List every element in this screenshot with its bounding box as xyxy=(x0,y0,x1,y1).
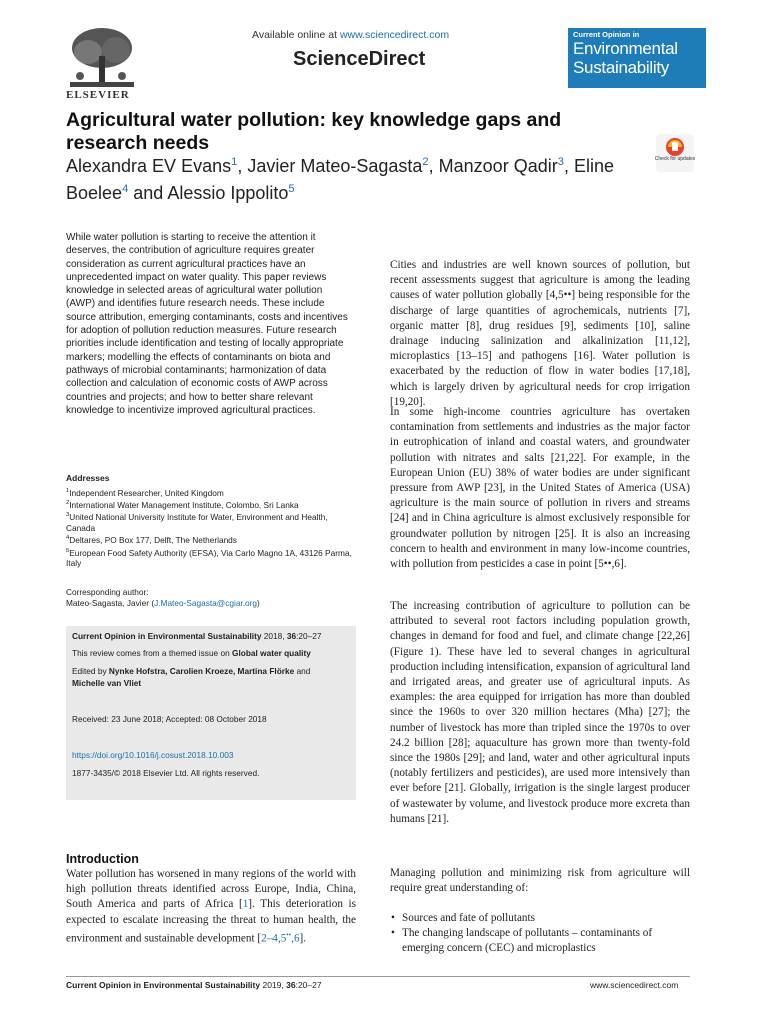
journal-banner-line2: Sustainability xyxy=(573,58,669,77)
themed-issue-line xyxy=(72,648,352,660)
journal-banner-top: Current Opinion in xyxy=(573,30,640,39)
themed-issue-prefix: This review comes from a themed issue on xyxy=(72,648,233,658)
address-item xyxy=(66,498,356,510)
copyright: 1877-3435/© 2018 Elsevier Ltd. All rights reserved. xyxy=(72,768,260,778)
footer-journal: Current Opinion in Environmental Sustainability xyxy=(66,980,261,990)
address-item xyxy=(66,533,356,545)
ref-link[interactable]: 1 xyxy=(242,898,249,911)
received-accepted: Received: 23 June 2018; Accepted: 08 October 2018 xyxy=(72,714,267,724)
address-number: 4 xyxy=(66,535,70,542)
author-name: Alexandra EV Evans xyxy=(66,156,232,176)
author-name: Eline Boelee xyxy=(66,156,614,203)
ref-link[interactable]: ,6 xyxy=(291,932,300,945)
addresses xyxy=(66,473,356,569)
doi-link[interactable]: https://doi.org/10.1016/j.cosust.2018.10.003 xyxy=(72,750,234,760)
footer-volume: 36 xyxy=(286,980,296,990)
address-text: Independent Researcher, United Kingdom xyxy=(69,487,224,498)
corresponding-close: ) xyxy=(257,598,260,608)
intro-text-b: ]. This deterioration is expected to escalate increasing the threat to human health, the environment and sustainable development [ xyxy=(66,898,356,945)
intro-text-c: ]. xyxy=(299,932,307,945)
address-number: 2 xyxy=(66,499,70,506)
bullet-item: • The changing landscape of pollutants – contaminants of emerging concern (CEC) and microplastics xyxy=(390,926,690,956)
address-number: 1 xyxy=(66,487,70,494)
address-text: European Food Safety Authority (EFSA), Via Carlo Magno 1A, 43126 Parma, Italy xyxy=(66,547,352,568)
sciencedirect-wordmark: ScienceDirect xyxy=(293,48,426,70)
check-for-updates-label: Check for updates xyxy=(654,156,696,162)
editors-names: Nynke Hofstra, Carolien Kroeze, Martina Flörke xyxy=(108,666,295,676)
citation-line xyxy=(72,631,352,643)
doi-line xyxy=(72,750,352,762)
footer-year: 2019, xyxy=(260,980,287,990)
author-list xyxy=(66,151,656,205)
themed-issue-name: Global water quality xyxy=(232,648,311,658)
journal-banner-line1: Environmental xyxy=(573,39,678,58)
corresponding-label: Corresponding author: xyxy=(66,587,149,597)
article-info-box xyxy=(66,626,356,800)
footer-citation xyxy=(66,980,322,990)
body-paragraph-1: Cities and industries are well known sources of pollution, but recent assessments suggest that agriculture is among the leading causes of water pollution globally [4,5••] being responsible for the discharge of large quantities of agrochemicals, nutrients [7], organic matter [8], drug residues [9], sediments [10], saline drainage inducing salinization and alkalinization [11,12], microplastics [13–15] and pathogens [16]. Water pollution is exacerbated by the reduction of flow in water bodies [17,18], which is largely driven by agricultural needs for crop irrigation [19,20]. xyxy=(390,259,690,408)
address-number: 5 xyxy=(66,547,70,554)
author-affiliation[interactable]: 1 xyxy=(231,156,238,168)
author-separator: , xyxy=(428,156,439,176)
corresponding-name: Mateo-Sagasta, Javier ( xyxy=(66,598,155,608)
intro-text-a: Water pollution has worsened in many regions of the world with high pollution threats identified across Europe, India, China, South America and parts of Africa [ xyxy=(66,868,356,911)
article-title: Agricultural water pollution: key knowledge gaps and research needs xyxy=(66,109,562,154)
author-affiliation[interactable]: 2 xyxy=(422,156,429,168)
author-separator: , xyxy=(563,156,574,176)
introduction-paragraph xyxy=(66,867,356,947)
address-text: International Water Management Institute, Colombo, Sri Lanka xyxy=(69,499,299,510)
author-affiliation[interactable]: 4 xyxy=(122,183,129,195)
bullet-list xyxy=(390,911,690,957)
elsevier-tree-logo xyxy=(66,26,138,92)
footer-pages: :20–27 xyxy=(295,980,322,990)
citation-year: 2018, xyxy=(261,631,287,641)
addresses-heading: Addresses xyxy=(66,473,110,483)
address-text: Deltares, PO Box 177, Delft, The Netherlands xyxy=(69,535,237,546)
citation-volume: 36 xyxy=(286,631,297,641)
available-prefix: Available online at xyxy=(252,29,340,41)
editors-line-2 xyxy=(72,678,352,690)
address-item xyxy=(66,486,356,498)
author-affiliation[interactable]: 5 xyxy=(288,183,295,195)
bullet-item: • Sources and fate of pollutants xyxy=(390,911,690,926)
edited-by-prefix: Edited by xyxy=(72,666,109,676)
corresponding-author xyxy=(66,587,356,609)
abstract: While water pollution is starting to receive the attention it deserves, the contribution of agriculture requires greater consideration as current agricultural practices have an unprecedented impact on water quality. This paper reviews knowledge in selected areas of agricultural water pollution (AWP) and identifies future research needs. These include source attribution, emerging contaminants, costs and incentives for adoption of pollution reduction measures. Future research priorities include identification and testing of locally appropriate markers; modelling the effects of contaminants on biota and pathways of microbial contaminants; harmonization of data collection and calculation of economic costs of AWP across countries and projects; and how to better share relevant knowledge to incentivize improved agricultural practices. xyxy=(66,232,348,416)
address-item xyxy=(66,546,356,569)
address-number: 3 xyxy=(66,512,70,519)
body-paragraph-3: The increasing contribution of agriculture to pollution can be attributed to several root factors including population growth, changes in demand for food and fuel, and climate change [22,26] (Figure 1). These have led to several changes in agricultural production including intensification, expansion of agricultural land and irrigated areas, and greater use of agricultural inputs. As examples: the area equipped for irrigation has more than doubled since the 1960s to over 320 million hectares (Mha) [27]; the number of livestock has more than tripled since the 1970s to over 24.2 billion [28]; aquaculture has grown more than twenty-fold since the 1980s [29]; and land, water and other agricultural inputs (notably fertilizers and pesticides), are used more intensively than ever before [21]. Globally, irrigation is the single largest producer of wastewater by volume, and livestock produce more excreta than humans [21]. xyxy=(390,600,690,825)
journal-banner-title xyxy=(573,39,701,77)
publisher-name: ELSEVIER xyxy=(66,89,130,101)
editors-names-2: Michelle van Vliet xyxy=(72,678,142,688)
editors-line xyxy=(72,666,352,678)
address-item xyxy=(66,510,356,533)
editors-and: and xyxy=(294,666,311,676)
author-name: Javier Mateo-Sagasta xyxy=(247,156,423,176)
sciencedirect-link[interactable]: www.sciencedirect.com xyxy=(339,29,450,41)
introduction-heading: Introduction xyxy=(66,852,139,866)
footer-divider xyxy=(66,976,690,977)
address-text: United National University Institute for Water, Environment and Health, Canada xyxy=(66,512,328,533)
available-online xyxy=(252,29,449,41)
author-separator: , xyxy=(237,156,248,176)
journal-banner xyxy=(568,28,706,88)
citation-pages: :20–27 xyxy=(296,631,322,641)
author-separator: and xyxy=(128,183,168,203)
author-name: Alessio Ippolito xyxy=(167,183,289,203)
ref-star: •• xyxy=(286,930,292,939)
body-paragraph-2: In some high-income countries agriculture has overtaken contamination from settlements and industries as the major factor in eutrophication of inland and coastal waters, and groundwater pollution with nitrates and salts [21,22]. For example, in the European Union (EU) 38% of water bodies are under significant pressure from AWP [23], in the United States of America (USA) agriculture is the main source of pollution in rivers and streams [24] and in China agriculture is almost exclusively responsible for groundwater pollution by nitrogen [25]. It is also an increasing concern to health and environment in many low-income countries, with pollution from pesticides a case in point [5••,6]. xyxy=(390,406,690,571)
corresponding-line xyxy=(66,598,356,609)
corresponding-email-link[interactable]: J.Mateo-Sagasta@cgiar.org xyxy=(154,598,258,608)
footer-site: www.sciencedirect.com xyxy=(590,980,679,990)
author-name: Manzoor Qadir xyxy=(438,156,558,176)
ref-link[interactable]: 2–4,5 xyxy=(261,932,287,945)
body-paragraph-4: Managing pollution and minimizing risk from agriculture will require great understanding of: xyxy=(390,867,690,895)
author-affiliation[interactable]: 3 xyxy=(557,156,564,168)
citation-journal: Current Opinion in Environmental Sustainability xyxy=(72,631,262,641)
check-for-updates-icon[interactable] xyxy=(656,134,694,172)
